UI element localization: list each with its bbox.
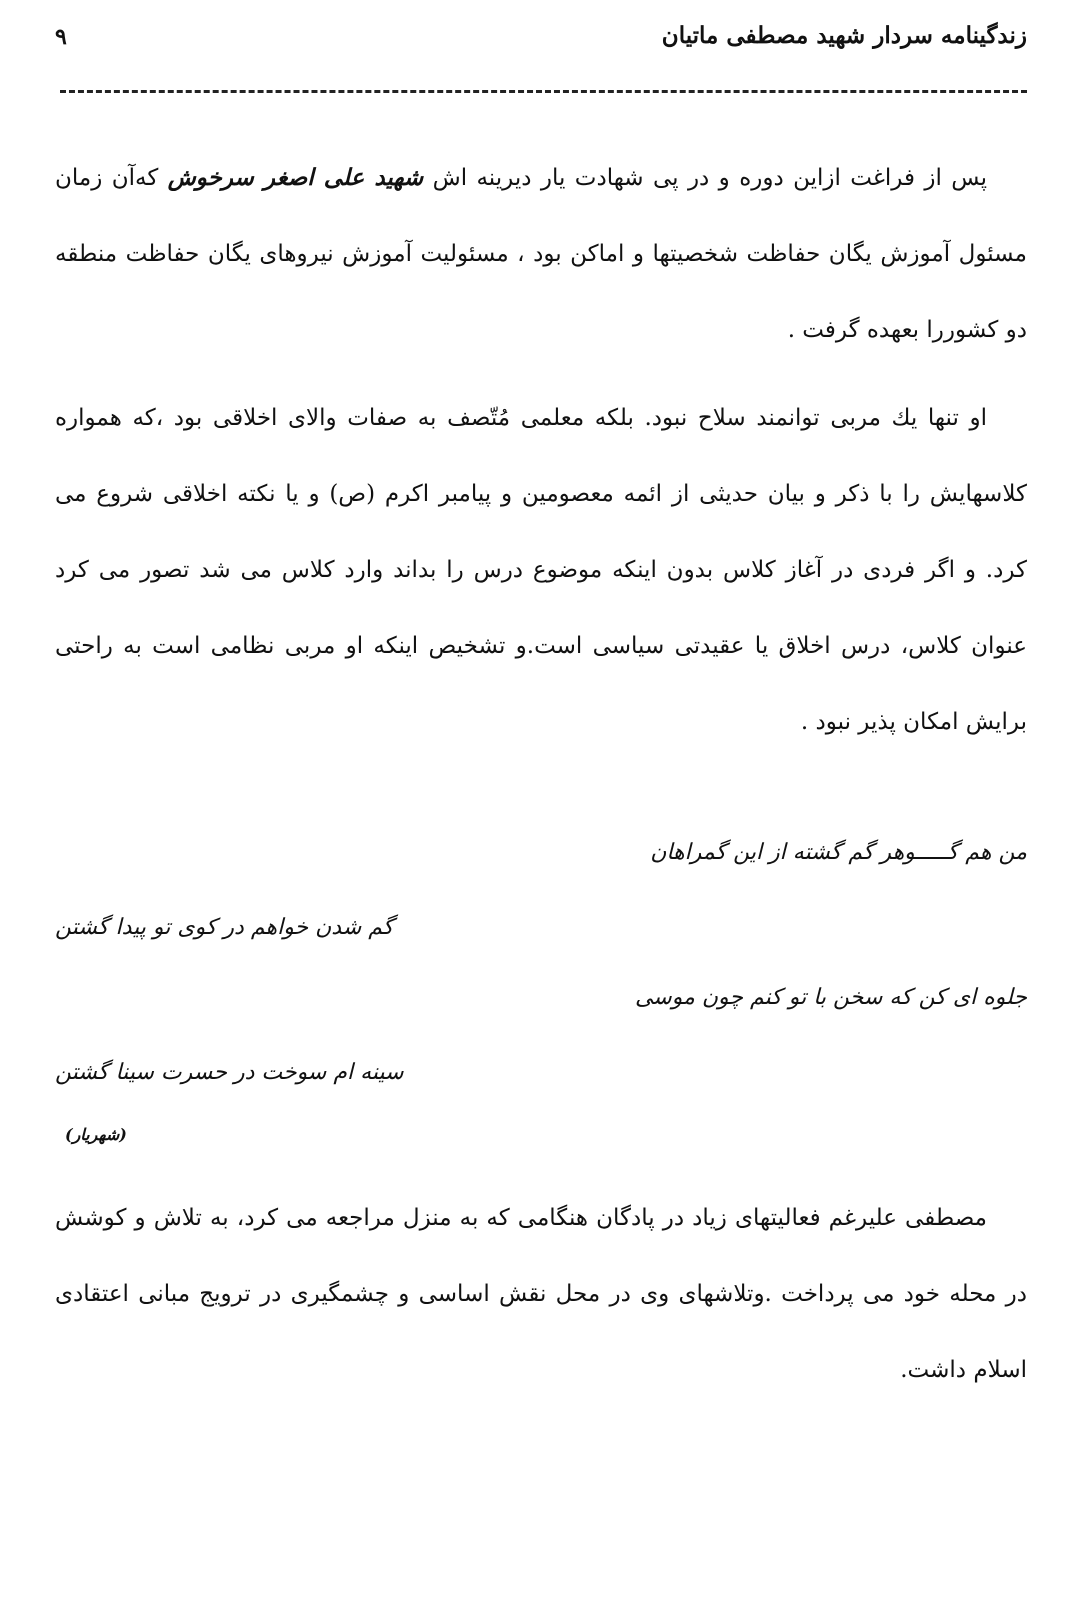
paragraph-3: مصطفی علیرغم فعالیتهای زیاد در پادگان هنگامی که به منزل مراجعه می کرد، به تلاش و کوشش در محله خود می پرداخت .وتلاشهای وی در محل نقش اساسی و چشمگیری در ترویج مبانی اعتقادی اسلام داشت.: [55, 1205, 1027, 1383]
body-text-top: [55, 140, 1027, 772]
poem-line-2: گم شدن خواهم در کوی تو پیدا گشتن: [55, 915, 394, 940]
poem-line-3: جلوه ای کن که سخن با تو کنم چون موسی: [634, 985, 1027, 1010]
paragraph-1-part-2: که‌آن زمان مسئول آموزش یگان حفاظت شخصیتها و اماکن بود ، مسئولیت آموزش نیروهای یگان حفاظت منطقه دو کشوررا بعهده گرفت .: [55, 165, 1027, 343]
poem-line-1: من هم گـــــوهر گم گشته از این گمراهان: [650, 840, 1027, 865]
body-text-bottom: [55, 1180, 1027, 1420]
poem-line-4: سینه ام سوخت در حسرت سینا گشتن: [55, 1060, 404, 1085]
header-divider: [60, 90, 1027, 93]
paragraph-1: [55, 140, 1027, 368]
paragraph-1-part-1: پس از فراغت ازاین دوره و در پی شهادت یار دیرینه اش: [423, 165, 987, 191]
poem-author: (شهریار): [65, 1125, 127, 1144]
header-title: زندگینامه سردار شهید مصطفی ماتیان: [661, 22, 1027, 49]
page-number: ۹: [55, 24, 67, 50]
martyr-name-emphasis: شهید علی اصغر سرخوش: [167, 164, 424, 191]
page-header: [55, 22, 1027, 62]
paragraph-2: او تنها یك مربی توانمند سلاح نبود. بلکه معلمی مُتّصف به صفات والای اخلاقی بود ،که همواره کلاسهایش را با ذکر و بیان حدیثی از ائمه معصومین و پیامبر اکرم (ص) و یا نکته اخلاقی شروع می کرد. و اگر فردی در آغاز کلاس بدون اینکه موضوع درس را بداند وارد کلاس می شد تصور می کرد عنوان کلاس، درس اخلاق یا عقیدتی سیاسی است.و تشخیص اینکه او مربی نظامی است به راحتی برایش امکان پذیر نبود .: [55, 405, 1027, 735]
